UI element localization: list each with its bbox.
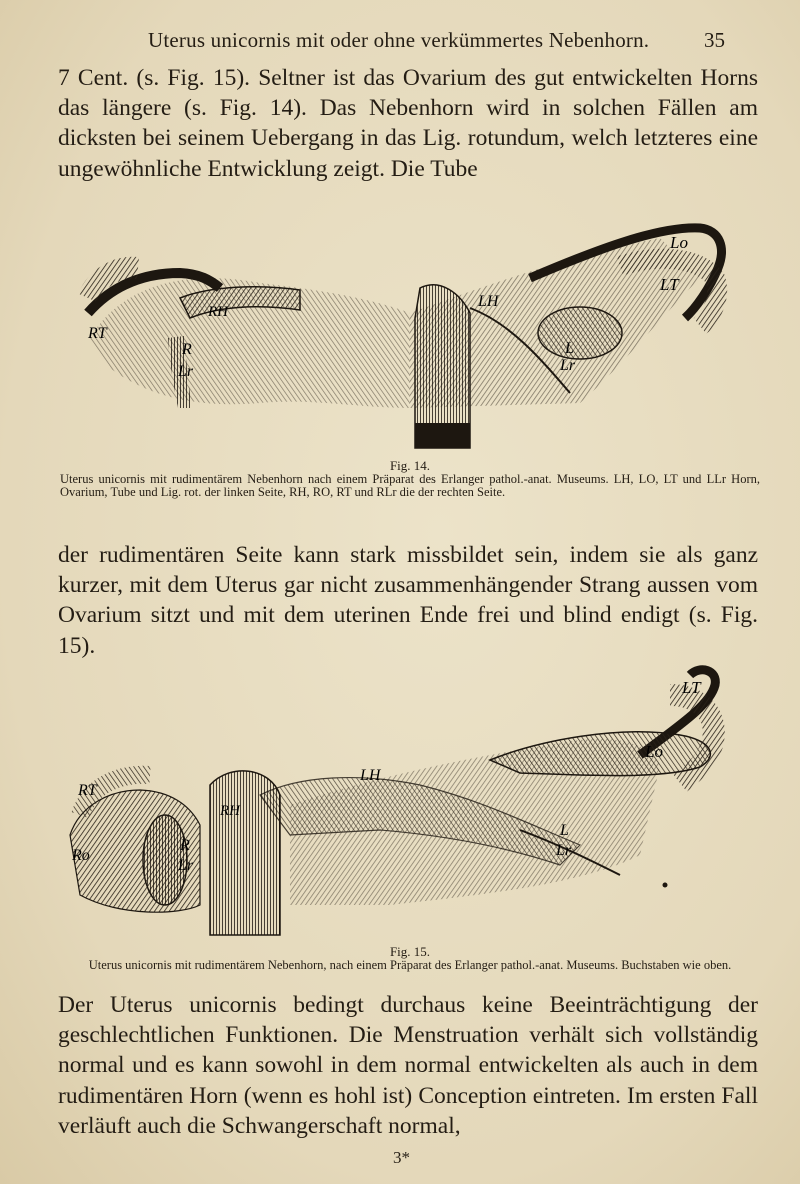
fig14-label-l: L (565, 340, 574, 357)
fig14-label-rh: RH (208, 304, 228, 320)
fig15-label-lh: LH (360, 767, 381, 784)
paragraph-2 (58, 540, 758, 661)
fig14-label-lo: Lo (670, 233, 688, 252)
figure-15-illustration (60, 655, 740, 945)
figure-14-caption-text: Uterus unicornis mit rudimentärem Nebenhorn nach einem Präparat des Erlanger pathol.-anat. Museums. LH, LO, LT und LLr Horn, Ovarium, Tube und Lig. rot. der linken Seite, RH, RO, RT und RLr die der rechten Seite. (60, 471, 760, 499)
figure-14-caption (60, 459, 760, 500)
fig15-label-lt: LT (682, 678, 701, 697)
paragraph-1 (58, 63, 758, 184)
figure-14-number: Fig. 14. (389, 458, 431, 473)
page-number: 35 (704, 28, 725, 52)
signature-mark: 3* (393, 1148, 410, 1167)
fig15-label-rt: RT (78, 782, 97, 799)
paragraph-2-text: der rudimentären Seite kann stark missbildet sein, indem sie als ganz kurzer, mit dem Uterus gar nicht zusammenhängender Strang aussen vom Ovarium sitzt und mit dem uterinen Ende frei und blind endigt (s. Fig. 15). (58, 542, 758, 659)
fig15-label-ro: Ro (72, 847, 90, 864)
fig15-label-r: R (180, 837, 190, 854)
paragraph-3 (58, 990, 758, 1141)
page-header (0, 28, 800, 58)
figure-15-caption (60, 945, 760, 972)
fig15-label-l: L (560, 822, 569, 839)
figure-15-number: Fig. 15. (389, 944, 431, 959)
fig15-label-lr: Lr (556, 842, 572, 859)
fig15-label-rlr: Lr (178, 857, 194, 874)
paragraph-1-text: 7 Cent. (s. Fig. 15). Seltner ist das Ovarium des gut entwickelten Horns das längere (s. Fig. 14). Das Nebenhorn wird in solchen Fällen am dicksten bei seinem Uebergang in das Lig. rotundum, welch letzteres eine ungewöhnliche Entwicklung zeigt. Die Tube (58, 65, 758, 182)
fig14-label-rt: RT (88, 325, 107, 342)
figure-15-drawing (60, 655, 740, 945)
fig14-label-lr: Lr (560, 357, 576, 374)
figure-14-illustration (60, 218, 740, 458)
fig14-label-lh: LH (478, 293, 499, 310)
fig15-label-rh: RH (220, 803, 240, 819)
figure-15-caption-text: Uterus unicornis mit rudimentärem Nebenhorn, nach einem Präparat des Erlanger pathol.-anat. Museums. Buchstaben wie oben. (88, 957, 732, 972)
paragraph-3-text: Der Uterus unicornis bedingt durchaus keine Beeinträchtigung der geschlechtlichen Funktionen. Die Menstruation verhält sich vollständig normal und es kann sowohl in dem normal entwickelten als auch in dem rudimentären Horn (wenn es hohl ist) Conception eintreten. Im ersten Fall verläuft auch die Schwangerschaft normal, (58, 992, 758, 1139)
fig14-label-r: R (182, 341, 192, 358)
fig14-label-lt: LT (660, 275, 679, 294)
running-title: Uterus unicornis mit oder ohne verkümmertes Nebenhorn. (148, 28, 650, 52)
fig14-label-rlr: Lr (178, 363, 194, 380)
figure-14-drawing (60, 218, 740, 458)
fig15-label-lo: Lo (645, 742, 663, 761)
